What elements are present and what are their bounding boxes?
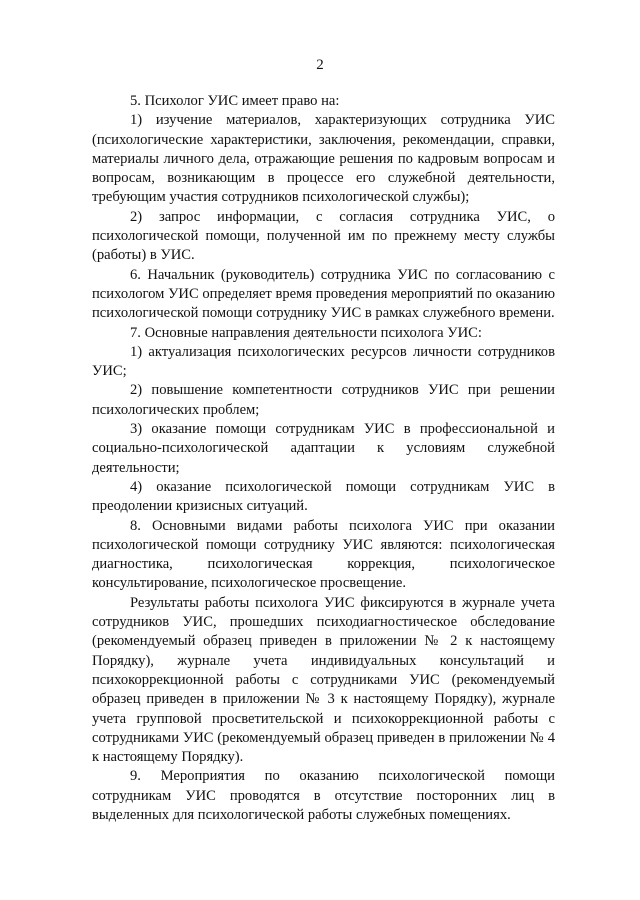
- document-body: [92, 92, 555, 825]
- paragraph-6: 6. Начальник (руководитель) сотрудника УИС по согласованию с психологом УИС определяет время проведения мероприятий по оказанию психологической помощи сотруднику УИС в рамках служебного времени.: [92, 266, 555, 322]
- paragraph-8-results: Результаты работы психолога УИС фиксируются в журнале учета сотрудников УИС, прошедших психодиагностическое обследование (рекомендуемый образец приведен в приложении № 2 к настоящему Порядку), журнале учета индивидуальных консультаций и психокоррекционной работы с сотрудниками УИС (рекомендуемый образец приведен в приложении № 3 к настоящему Порядку), журнале учета групповой просветительской и психокоррекционной работы с сотрудниками УИС (рекомендуемый образец приведен в приложении № 4 к настоящему Порядку).: [92, 594, 555, 766]
- paragraph-5-item-1: 1) изучение материалов, характеризующих сотрудника УИС (психологические характеристики, заключения, рекомендации, справки, материалы личного дела, отражающие решения по кадровым вопросам и вопросам, возникающим в процессе его служебной деятельности, требующим участия сотрудников психологической службы);: [92, 112, 555, 206]
- paragraph-5-header: 5. Психолог УИС имеет право на:: [130, 93, 340, 109]
- paragraph-7-item-3: 3) оказание помощи сотрудникам УИС в профессиональной и социально-психологической адаптации к условиям служебной деятельности;: [92, 421, 555, 476]
- paragraph-5-item-2: 2) запрос информации, с согласия сотрудника УИС, о психологической помощи, полученной им по прежнему месту службы (работы) в УИС.: [92, 208, 555, 264]
- paragraph-7-item-2: 2) повышение компетентности сотрудников УИС при решении психологических проблем;: [92, 382, 555, 418]
- paragraph-8: 8. Основными видами работы психолога УИС при оказании психологической помощи сотруднику УИС являются: психологическая диагностика, психологическая коррекция, психологическое консультирование, психологическое просвещение.: [92, 517, 555, 592]
- paragraph-7-header: 7. Основные направления деятельности психолога УИС:: [130, 324, 482, 341]
- paragraph-7-item-4: 4) оказание психологической помощи сотрудникам УИС в преодолении кризисных ситуаций.: [92, 478, 555, 515]
- paragraph-7-item-1: 1) актуализация психологических ресурсов личности сотрудников УИС;: [92, 343, 555, 380]
- page-number: 2: [316, 57, 324, 73]
- paragraph-9: 9. Мероприятия по оказанию психологической помощи сотрудникам УИС проводятся в отсутствие посторонних лиц в выделенных для психологической работы служебных помещениях.: [92, 768, 555, 823]
